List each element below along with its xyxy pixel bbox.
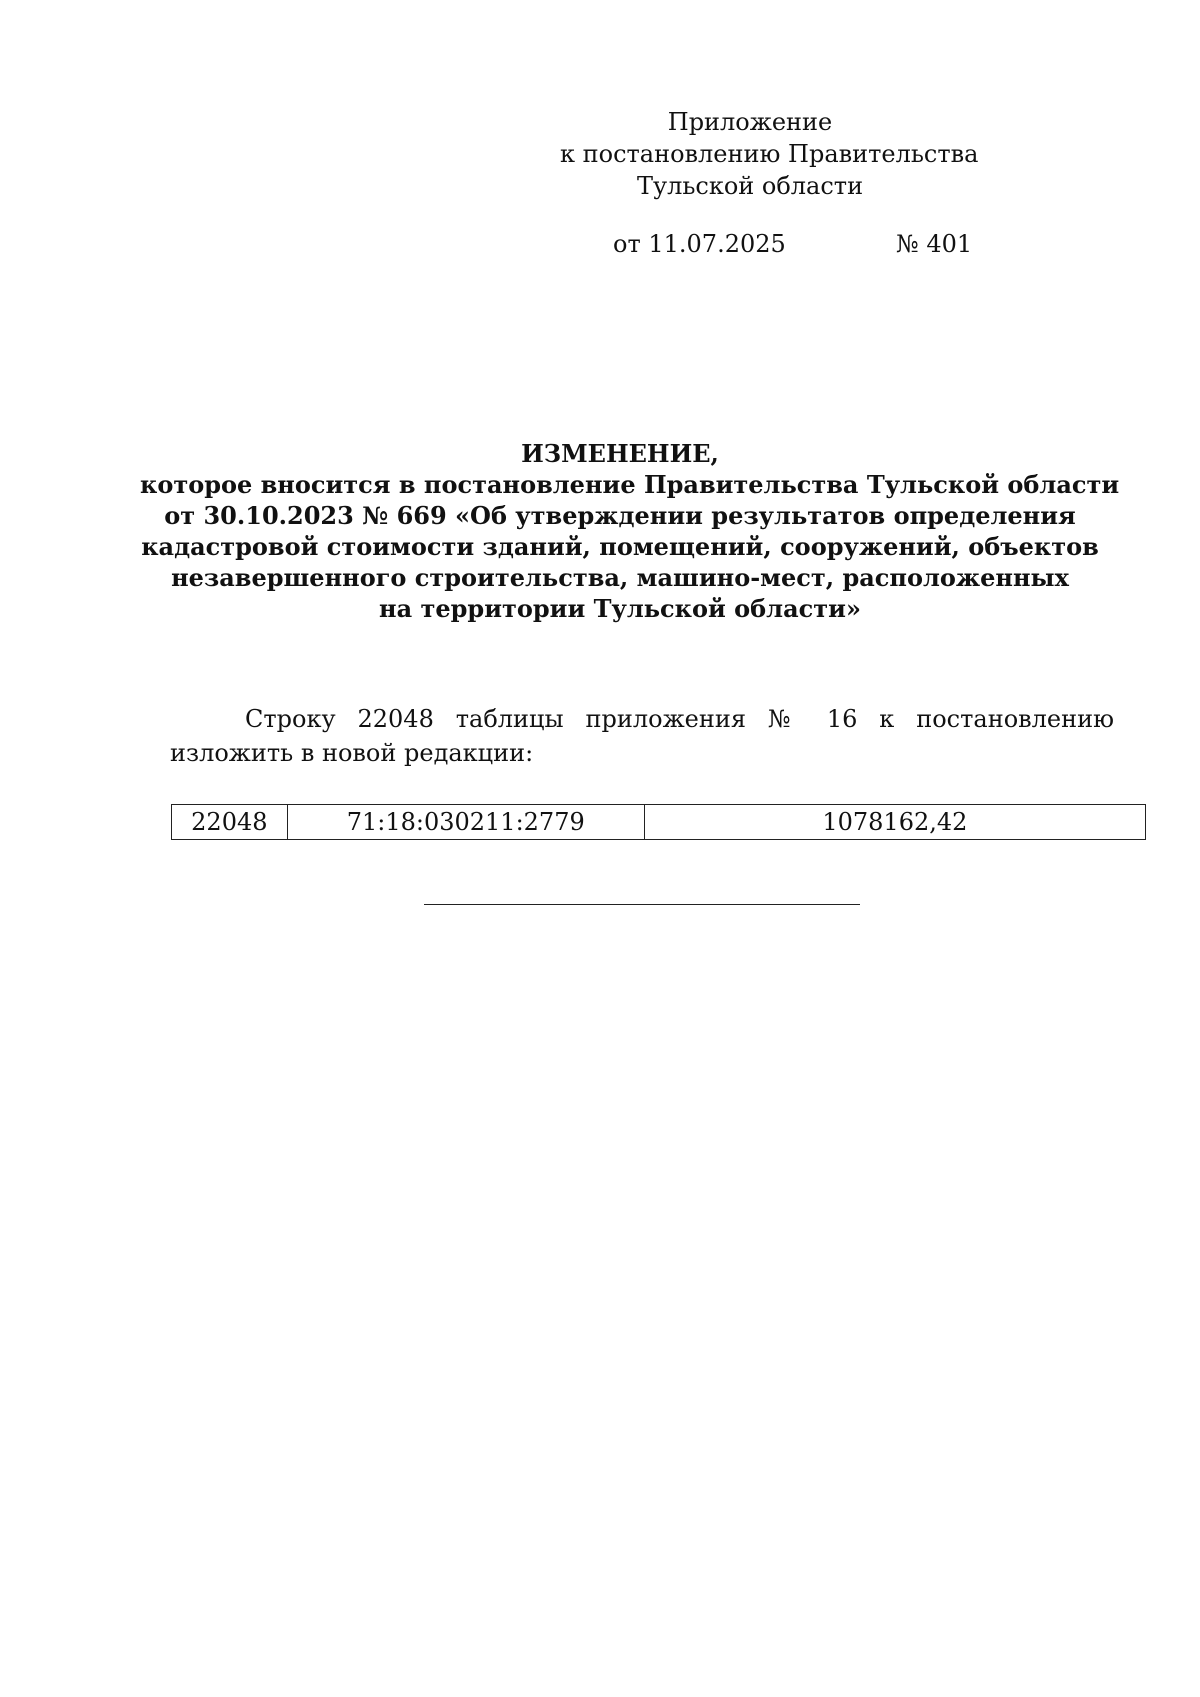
body-paragraph: Строку 22048 таблицы приложения № 16 к постановлению изложить в новой редакции: — [170, 705, 1114, 767]
appendix-reference: к постановлению Правительства — [560, 140, 979, 168]
appendix-region: Тульской области — [636, 172, 864, 200]
appendix-label: Приложение — [667, 108, 833, 136]
table-row — [172, 805, 1146, 840]
title-line-4: кадастровой стоимости зданий, помещений, сооружений, объектов — [141, 532, 1099, 561]
document-date: от 11.07.2025 — [613, 230, 786, 258]
title-line-3: от 30.10.2023 № 669 «Об утверждении результатов определения — [164, 501, 1076, 530]
document-title — [140, 438, 1120, 624]
appendix-header — [560, 106, 979, 202]
data-table — [171, 804, 1146, 840]
end-separator-line — [424, 904, 860, 905]
cadastral-value-cell: 1078162,42 — [644, 805, 1145, 840]
document-number: № 401 — [896, 230, 973, 258]
title-line-1: ИЗМЕНЕНИЕ, — [521, 439, 719, 468]
title-line-5: незавершенного строительства, машино-мест, расположенных — [171, 563, 1069, 592]
row-number-cell: 22048 — [172, 805, 288, 840]
title-line-6: на территории Тульской области» — [379, 594, 861, 623]
title-line-2: которое вносится в постановление Правительства Тульской области — [140, 470, 1120, 499]
cadastral-number-cell: 71:18:030211:2779 — [287, 805, 644, 840]
